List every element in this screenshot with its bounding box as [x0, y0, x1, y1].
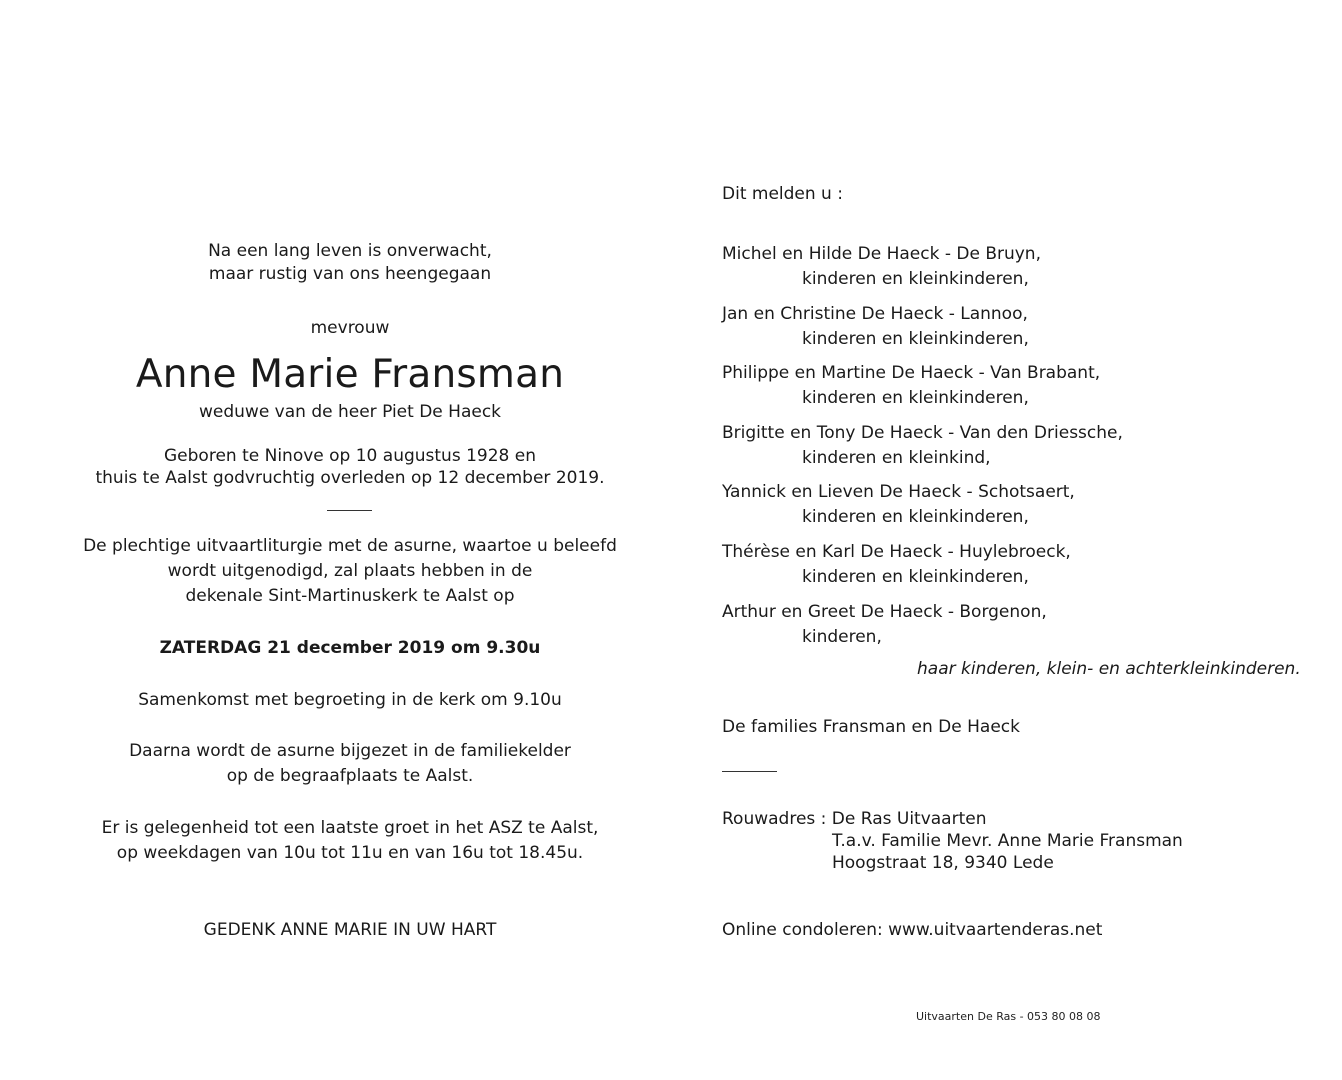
address-line-3: Hoogstraat 18, 9340 Lede: [832, 853, 1054, 873]
family-3-names: Philippe en Martine De Haeck - Van Brabant,: [722, 363, 1101, 383]
footer-contact: Uitvaarten De Ras - 053 80 08 08: [916, 1010, 1101, 1023]
family-5-names: Yannick en Lieven De Haeck - Schotsaert,: [722, 482, 1075, 502]
gathering-line: Samenkomst met begroeting in de kerk om 9.10u: [138, 690, 562, 710]
family-1-names: Michel en Hilde De Haeck - De Bruyn,: [722, 244, 1041, 264]
families-line: De families Fransman en De Haeck: [722, 717, 1020, 737]
right-column: [722, 0, 1322, 1080]
widow-line: weduwe van de heer Piet De Haeck: [198, 402, 502, 422]
address-line-2: T.a.v. Familie Mevr. Anne Marie Fransman: [832, 831, 1183, 851]
family-4-names: Brigitte en Tony De Haeck - Van den Driessche,: [722, 423, 1123, 443]
intro-line-2: maar rustig van ons heengegaan: [208, 264, 492, 284]
ceremony-date: ZATERDAG 21 december 2019 om 9.30u: [159, 638, 541, 658]
address-label: Rouwadres : De Ras Uitvaarten: [722, 809, 987, 829]
family-3-sub: kinderen en kleinkinderen,: [802, 388, 1029, 408]
deceased-name: Anne Marie Fransman: [135, 352, 565, 397]
family-2-sub: kinderen en kleinkinderen,: [802, 329, 1029, 349]
family-7-names: Arthur en Greet De Haeck - Borgenon,: [722, 602, 1047, 622]
online-condolence: Online condoleren: www.uitvaartenderas.net: [722, 920, 1103, 940]
death-line: thuis te Aalst godvruchtig overleden op 12 december 2019.: [95, 468, 605, 488]
left-divider: [327, 510, 372, 511]
liturgy-line-1: De plechtige uitvaartliturgie met de asurne, waartoe u beleefd: [83, 536, 617, 556]
left-column: [50, 0, 650, 1080]
burial-line-1: Daarna wordt de asurne bijgezet in de familiekelder: [129, 741, 571, 761]
remember-line: GEDENK ANNE MARIE IN UW HART: [203, 920, 497, 940]
family-7-sub: kinderen,: [802, 627, 882, 647]
family-6-sub: kinderen en kleinkinderen,: [802, 567, 1029, 587]
descendants-line: haar kinderen, klein- en achterkleinkinderen.: [917, 659, 1301, 679]
farewell-line-1: Er is gelegenheid tot een laatste groet in het ASZ te Aalst,: [101, 818, 599, 838]
announce-line: Dit melden u :: [722, 184, 843, 204]
family-2-names: Jan en Christine De Haeck - Lannoo,: [722, 304, 1028, 324]
farewell-line-2: op weekdagen van 10u tot 11u en van 16u tot 18.45u.: [116, 843, 584, 863]
liturgy-line-3: dekenale Sint-Martinuskerk te Aalst op: [185, 586, 515, 606]
birth-line: Geboren te Ninove op 10 augustus 1928 en: [164, 446, 536, 466]
intro-line-1: Na een lang leven is onverwacht,: [208, 241, 492, 261]
burial-line-2: op de begraafplaats te Aalst.: [226, 766, 474, 786]
family-5-sub: kinderen en kleinkinderen,: [802, 507, 1029, 527]
right-divider: [722, 771, 777, 772]
title-mevrouw: mevrouw: [310, 318, 390, 338]
liturgy-line-2: wordt uitgenodigd, zal plaats hebben in de: [167, 561, 533, 581]
family-4-sub: kinderen en kleinkind,: [802, 448, 991, 468]
family-1-sub: kinderen en kleinkinderen,: [802, 269, 1029, 289]
family-6-names: Thérèse en Karl De Haeck - Huylebroeck,: [722, 542, 1071, 562]
